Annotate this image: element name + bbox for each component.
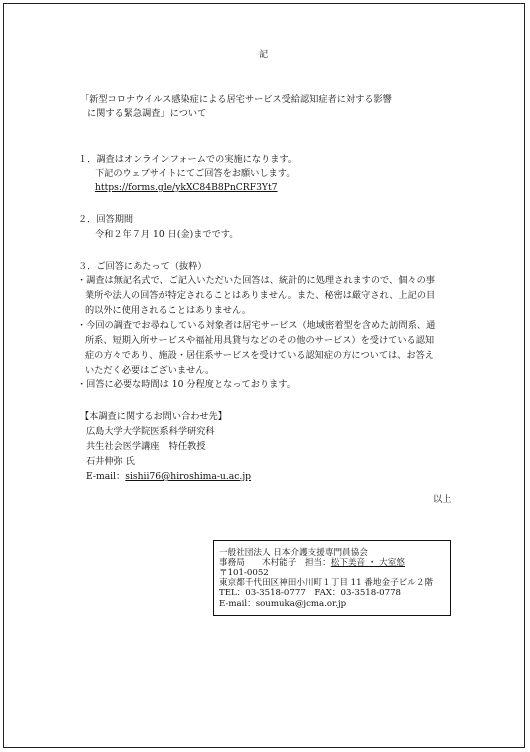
section-3-line: 所系、短期入所サービスや福祉用具貸与などのその他のサービス）を受けている認知 <box>85 335 435 346</box>
association-contact-box <box>213 540 451 616</box>
contact-dept: 共生社会医学講座 特任教授 <box>86 441 206 452</box>
section-3-line: ・今回の調査でお尋ねしている対象者は居宅サービス（地域密着型を含めた訪問系、通 <box>77 320 436 331</box>
box-address: 東京都千代田区神田小川町１丁目 11 番地金子ビル２階 <box>219 578 434 588</box>
section-2-text: 令和２年７月 10 日(金)までです。 <box>95 229 239 240</box>
section-3-heading: ３．ご回答にあたって（抜粋） <box>78 261 207 272</box>
ijo-closing: 以上 <box>433 494 452 505</box>
survey-url-link[interactable]: https://forms.gle/ykXC84B8PnCRF3Yt7 <box>95 182 278 193</box>
box-office-prefix: 事務局 木村能子 担当： <box>219 558 331 568</box>
section-2-heading: ２．回答期間 <box>78 214 134 225</box>
box-email[interactable]: soumuka@jcma.or.jp <box>255 599 347 609</box>
contact-name: 石井伸弥 氏 <box>86 456 135 467</box>
section-3-line: いただく必要はございません。 <box>85 365 215 376</box>
contact-email-label: E-mail： <box>86 471 126 482</box>
section-3-line: 的以外に使用されることはありません。 <box>85 305 251 316</box>
contact-heading: 【本調査に関するお問い合わせ先】 <box>80 411 227 422</box>
section-3-line: ・調査は無記名式で、ご記入いただいた回答は、統計的に処理されますので、個々の事 <box>77 275 435 286</box>
section-3-line: ・回答に必要な時間は 10 分程度となっております。 <box>77 379 296 390</box>
section-1-text: 下記のウェブサイトにてご回答をお願いします。 <box>95 168 296 179</box>
document-page <box>3 3 525 748</box>
box-org: 一般社団法人 日本介護支援専門員協会 <box>219 548 368 558</box>
section-3-line: 業所や法人の回答が特定されることはありません。また、秘密は厳守され、上記の目 <box>85 290 436 301</box>
box-email-label: E-mail： <box>219 599 256 609</box>
contact-email-row <box>86 471 251 483</box>
section-1-heading: １．調査はオンラインフォームでの実施になります。 <box>78 154 298 165</box>
ki-heading: 記 <box>259 49 269 60</box>
section-3-line: 症の方々であり、施設・居住系サービスを受けている認知症の方については、お答え <box>85 350 434 361</box>
box-email-row <box>219 599 346 610</box>
title-line-2: に関する緊急調査」について <box>87 108 207 119</box>
box-tel-fax: TEL：03-3518-0777 FAX：03-3518-0778 <box>219 588 401 598</box>
contact-email-link[interactable]: sishii76@hiroshima-u.ac.jp <box>125 471 252 482</box>
title-line-1: 「新型コロナウイルス感染症による居宅サービス受給認知症者に対する影響 <box>80 94 392 105</box>
box-postal: 〒101-0052 <box>219 568 269 578</box>
contact-org: 広島大学大学院医系科学研究科 <box>86 426 215 437</box>
box-office-staff: 松下美音 ・ 大室悠 <box>330 558 405 568</box>
box-office-row <box>219 558 405 569</box>
